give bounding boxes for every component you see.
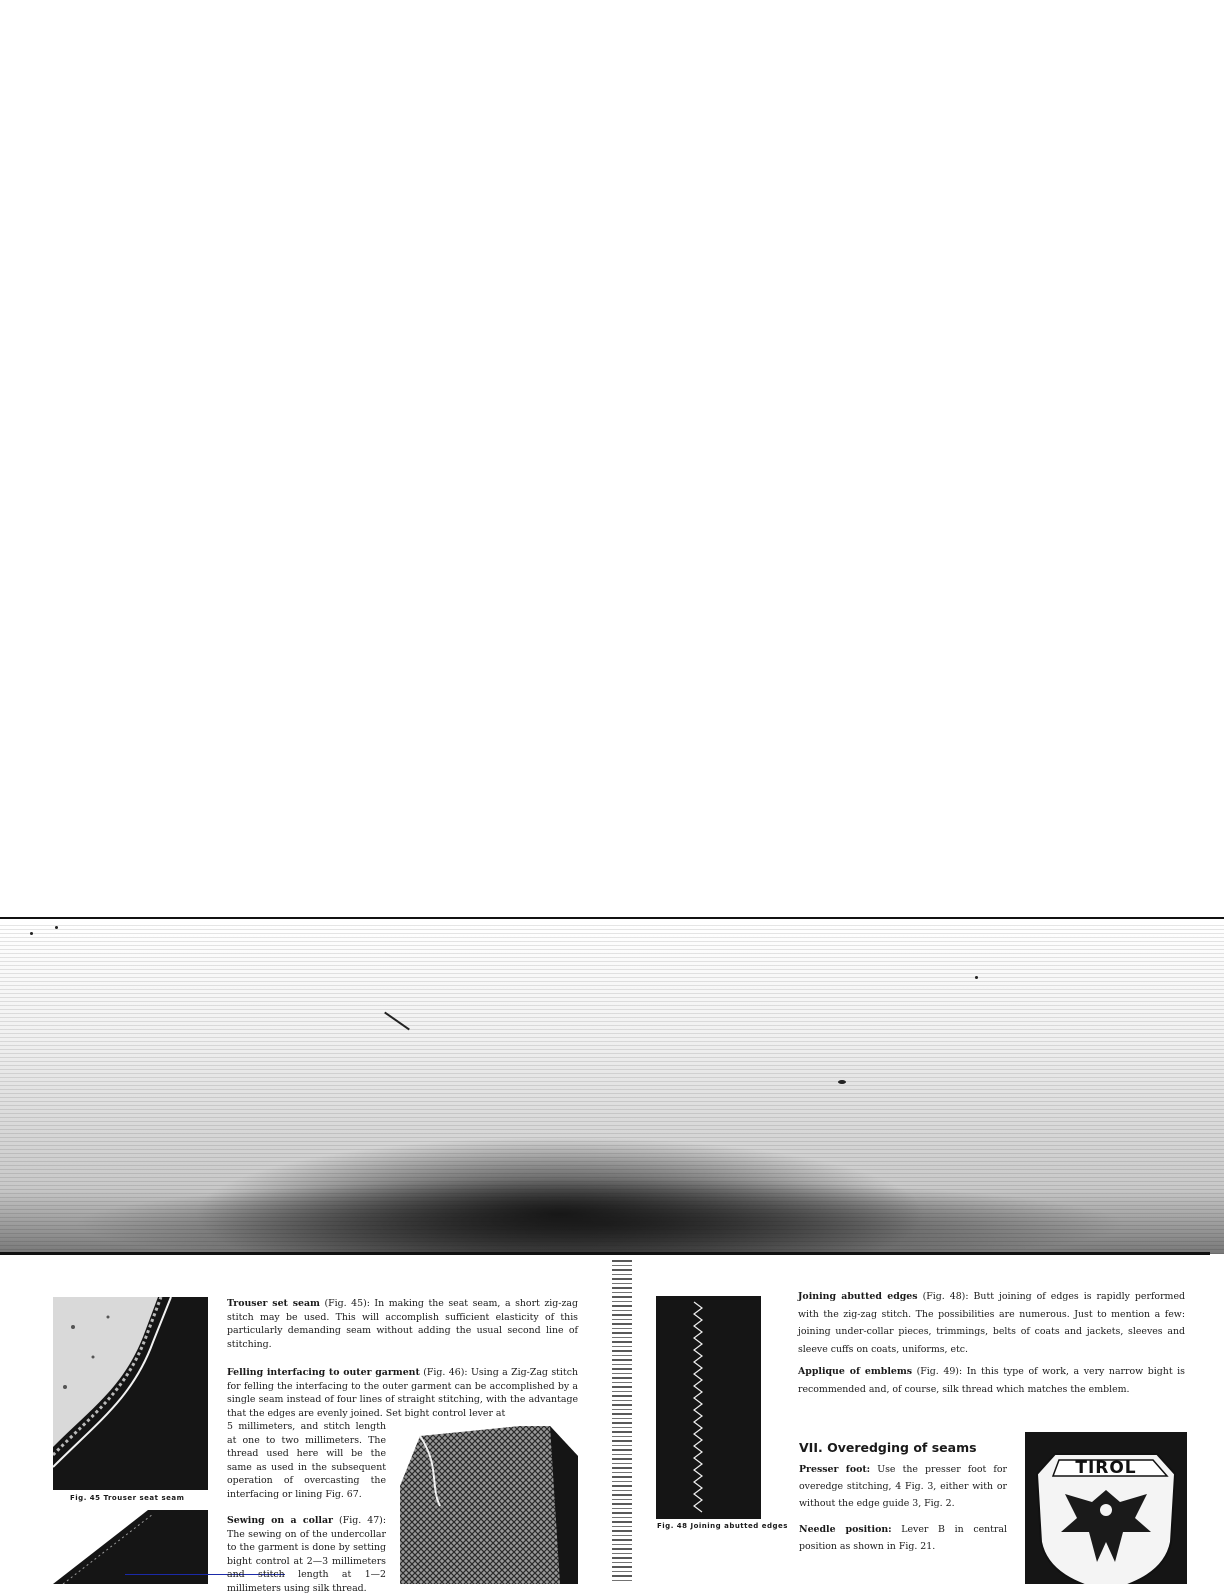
para-collar-title: Sewing on a collar: [227, 1515, 333, 1526]
para-collar-body: (Fig. 47): The sewing on of the undercollar to the garment is done by setting bight control at 2—3 millimeters and stitch length at 1—2 millimeters using silk thread.: [227, 1515, 386, 1594]
fig46-interfacing-image: [400, 1426, 578, 1584]
para-applique-emblems: [798, 1363, 1185, 1398]
emblem-shield: [1025, 1432, 1187, 1584]
scan-noise-band: [0, 924, 1224, 1254]
para-needle-body: Lever B in central position as shown in Fig. 21.: [799, 1524, 1007, 1552]
para-presser-title: Presser foot:: [799, 1464, 871, 1475]
emblem-text: TIROL: [1075, 1458, 1137, 1478]
scan-speck: [838, 1080, 846, 1084]
para-trouser-set-seam: [227, 1297, 578, 1351]
para-sewing-collar: [227, 1514, 386, 1595]
para-felling-title: Felling interfacing to outer garment: [227, 1367, 420, 1378]
para-applique-title: Applique of emblems: [798, 1366, 913, 1377]
para-joining-body: (Fig. 48): Butt joining of edges is rapidly performed with the zig-zag stitch. The possibilities are numerous. Just to mention a few: joining under-collar pieces, trimmings, belts of coats and jackets, sleeves and sleeve cuffs on coats, uniforms, etc.: [798, 1291, 1185, 1355]
para-trouser-title: Trouser set seam: [227, 1298, 320, 1309]
fig48-zigzag-stitch: [656, 1296, 761, 1519]
para-felling-body: (Fig. 46): Using a Zig-Zag stitch for felling the interfacing to the outer garment can be accomplished by a single seam instead of four lines of straight stitching, with the advantage that the edges are evenly joined. Set bight control lever at: [227, 1367, 578, 1419]
fig48-caption: Fig. 48 Joining abutted edges: [657, 1522, 788, 1530]
fig45-caption: Fig. 45 Trouser seat seam: [70, 1494, 185, 1502]
fig47-illustration: [53, 1510, 208, 1584]
para-needle-position: [799, 1521, 1007, 1555]
para-applique-body: (Fig. 49): In this type of work, a very narrow bight is recommended and, of course, silk thread which matches the emblem.: [798, 1366, 1185, 1395]
scan-speck: [384, 1012, 410, 1031]
scan-speck: [30, 932, 33, 935]
para-trouser-body: (Fig. 45): In making the seat seam, a short zig-zag stitch may be used. This will accomplish sufficient elasticity of this particularly demanding seam without adding the usual second line of stitching.: [227, 1298, 578, 1350]
scan-bottom-edge: [0, 1252, 1210, 1255]
para-presser-foot: [799, 1461, 1007, 1512]
fig46-illustration: [400, 1426, 578, 1584]
para-felling-continued: [227, 1420, 386, 1501]
fig48-abutted-edges-image: [656, 1296, 761, 1519]
para-felling-interfacing: [227, 1366, 578, 1420]
para-joining-abutted-edges: [798, 1288, 1185, 1358]
para-joining-title: Joining abutted edges: [798, 1291, 918, 1302]
fig47-collar-image: [53, 1510, 208, 1584]
book-binding-gutter: [612, 1260, 632, 1584]
scan-speck: [975, 976, 978, 979]
para-needle-title: Needle position:: [799, 1524, 892, 1535]
para-felling-rest: 5 millimeters, and stitch length at one to two millimeters. The thread used here will be the same as used in the subsequent operation of overcasting the interfacing or lining Fig. 67.: [227, 1421, 386, 1500]
fig49-tirol-emblem-image: [1025, 1432, 1187, 1584]
para-presser-body: Use the presser foot for overedge stitching, 4 Fig. 3, either with or without the edge guide 3, Fig. 2.: [799, 1464, 1007, 1509]
fig45-illustration: [53, 1297, 208, 1490]
section-heading-text: VII. Overedging of seams: [799, 1440, 977, 1455]
page-top-rule: [0, 917, 1224, 919]
fig45-trouser-seam-image: [53, 1297, 208, 1490]
section-heading-overedging: [799, 1440, 1019, 1455]
scan-speck: [55, 926, 58, 929]
